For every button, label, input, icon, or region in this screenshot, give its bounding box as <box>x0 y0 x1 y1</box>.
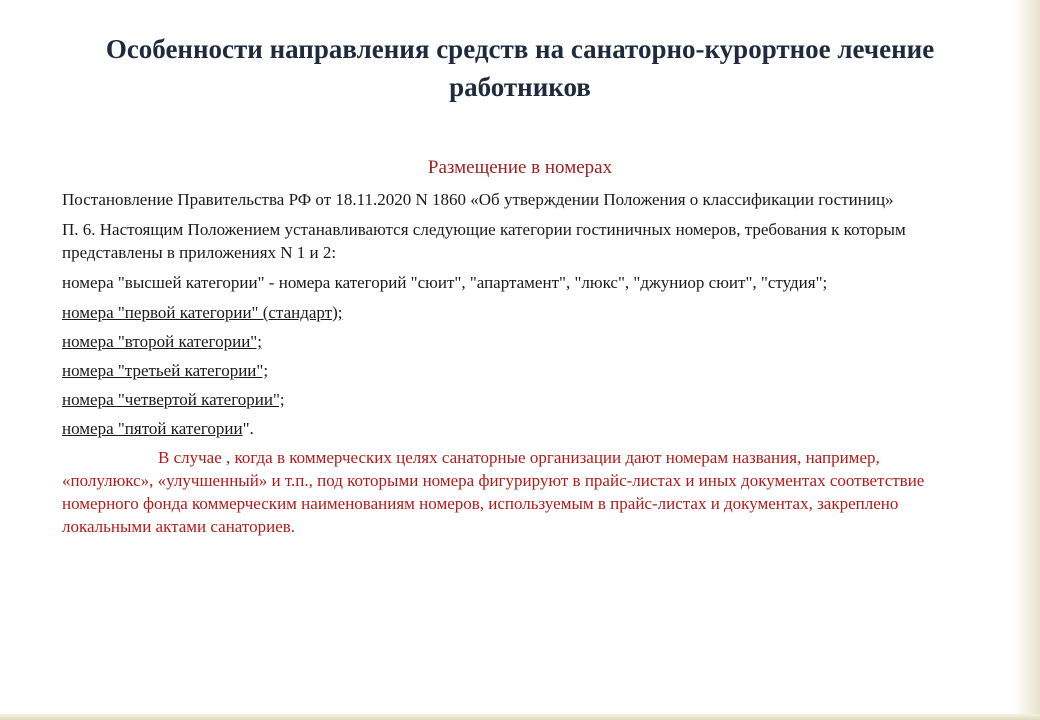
fifth-category-tail: ". <box>242 419 254 438</box>
body-text <box>62 188 967 545</box>
second-category-item <box>62 330 967 353</box>
slide-title: Особенности направления средств на санаторно-курортное лечение работников <box>105 34 935 102</box>
section-subtitle: Размещение в номерах <box>427 157 613 178</box>
note-paragraph: В случае , когда в коммерческих целях санаторные организации дают номерам названия, например, «полулюкс», «улучшенный» и т.п., под которыми номера фигурируют в прайс-листах и иных документах соответствие номерного фонда коммерческим наименованиям номеров, используемым в прайс-листах и документах, закреплено локальными актами санаториев. <box>62 448 925 536</box>
fifth-category-item <box>62 417 967 440</box>
highest-category-item: номера "высшей категории" - номера категорий "сюит", "апартамент", "люкс", "джуниор сюит", "студия"; <box>62 273 828 292</box>
first-category-item <box>62 301 967 324</box>
first-category-text: номера "первой категории" (стандарт); <box>62 303 343 322</box>
decree-paragraph: Постановление Правительства РФ от 18.11.2020 N 1860 «Об утверждении Положения о классификации гостиниц» <box>62 190 894 209</box>
fifth-category-text: номера "пятой категории <box>62 419 243 438</box>
third-category-text: номера "третьей категории"; <box>62 361 269 380</box>
second-category-text: номера "второй категории"; <box>62 332 262 351</box>
fourth-category-item <box>62 388 967 411</box>
clause-paragraph: П. 6. Настоящим Положением устанавливаются следующие категории гостиничных номеров, требования к которым представлены в приложениях N 1 и 2: <box>62 220 906 262</box>
fourth-category-text: номера "четвертой категории"; <box>62 390 285 409</box>
bottom-frame-band <box>0 714 1040 720</box>
third-category-item <box>62 359 967 382</box>
